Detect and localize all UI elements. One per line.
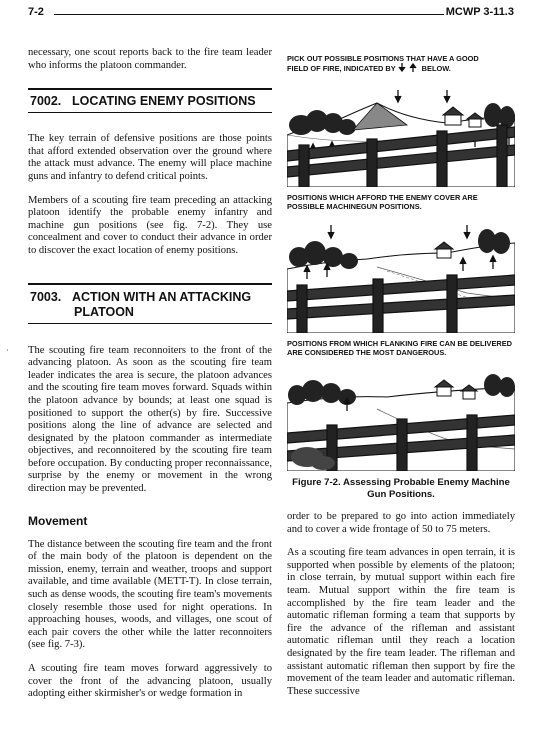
left-column	[28, 47, 272, 701]
intro-paragraph: necessary, one scout reports back to the fire team leader who informs the platoon commander.	[28, 47, 272, 71]
paragraph-continuation: order to be prepared to go into action immediately and to cover a wide frontage of 50 to 75 meters.	[287, 511, 515, 535]
paragraph-key-terrain: The key terrain of defensive positions are those points that afford extended observation over the ground where the attack must advance. The enemy will place machine guns and infantry to defend critical points.	[28, 133, 272, 182]
farm-barn	[461, 385, 477, 399]
section-heading-7002	[28, 88, 272, 113]
paragraph-moves-forward: A scouting fire team moves forward aggressively to cover the front of the advancing platoon, usually adopting either skirmisher's or wedge formation in	[28, 663, 272, 700]
paragraph-distance: The distance between the scouting fire team and the front of the main body of the platoon is dependent on the mission, enemy, terrain and weather, troops and support available, and time available (METT-T). In close terrain, such as dense woods, the scouting fire team's movements closely resemble those used for night operations. In approaching houses, woods, and villages, one scout of each pair covers the other while the latter reconnoiters (see fig. 7-3).	[28, 538, 272, 651]
figure-panel-caption-2: POSITIONS WHICH AFFORD THE ENEMY COVER ARE POSSIBLE MACHINEGUN POSITIONS.	[287, 193, 478, 211]
figure-panel-caption-3: POSITIONS FROM WHICH FLANKING FIRE CAN BE DELIVERED ARE CONSIDERED THE MOST DANGEROUS.	[287, 339, 513, 357]
section-title: LOCATING ENEMY POSITIONS	[72, 94, 256, 109]
header-rule	[54, 14, 444, 15]
terrain-figure-3	[287, 359, 515, 471]
farm-barn	[467, 113, 483, 127]
right-column	[287, 47, 515, 698]
caption-1-line2: FIELD OF FIRE, INDICATED BY	[287, 64, 396, 73]
page-header	[28, 6, 514, 24]
terrain-figure-2	[287, 213, 515, 333]
down-arrow-icon	[399, 63, 405, 71]
paragraph-scouting-members: Members of a scouting fire team preceding an attacking platoon identify the probable enemy infantry and machine gun positions (see fig. 7-2). They use concealment and cover to conduct their advance in order to discover the exact location of enemy positions.	[28, 194, 272, 256]
caption-1-line2-end: BELOW.	[421, 64, 451, 73]
section-number: 7002.	[30, 94, 62, 109]
farm-house	[435, 380, 453, 396]
document-id: MCWP 3-11.3	[445, 6, 514, 18]
section-title-line1: ACTION WITH AN ATTACKING	[72, 289, 252, 304]
paragraph-open-terrain: As a scouting fire team advances in open terrain, it is supported when possible by elements of the platoon; in close terrain, by mutual support within each fire team. Mutual support within the fire team is accomplished by the fire team leader and the automatic rifleman forming a team that supports by fire the advance of the rifleman and assistant automatic rifleman until they reach a location designated by the fire team leader. The rifleman and assistant automatic rifleman then support by fire the movement of the team leader and automatic rifleman. These successive	[287, 547, 515, 697]
paragraph-reconnoiter: The scouting fire team reconnoiters to the front of the advancing platoon. As soon as the scouting fire team leader indicates the area is secure, the platoon advances and the scouting fire team moves forward. Squads within the platoon advance by bounds; at least one squad is positioned to support the other(s) by fire. Successive positions along the line of advance are selected and designated by the platoon commander as intermediate objectives, and reconnoitered by the scouting fire team before occupation. By conducting proper reconnaissance, surprise by the enemy or movement in the wrong direction may be prevented.	[28, 344, 272, 495]
farm-house	[435, 242, 453, 258]
figure-panel-caption-1	[287, 54, 515, 73]
section-number: 7003.	[30, 289, 62, 304]
subheading-movement: Movement	[28, 513, 88, 528]
up-arrow-icon	[410, 64, 416, 72]
page-number: 7-2	[28, 6, 44, 18]
figure-caption: Figure 7-2. Assessing Probable Enemy Machine Gun Positions.	[292, 477, 510, 500]
farm-house	[443, 107, 463, 125]
section-title-line2: PLATOON	[74, 304, 134, 319]
terrain-figure-1	[287, 75, 515, 187]
arrow-pair-icon	[398, 63, 420, 72]
section-heading-7003	[28, 283, 272, 324]
margin-mark: ·	[6, 346, 9, 355]
caption-1-line1: PICK OUT POSSIBLE POSITIONS THAT HAVE A GOOD	[287, 54, 479, 63]
